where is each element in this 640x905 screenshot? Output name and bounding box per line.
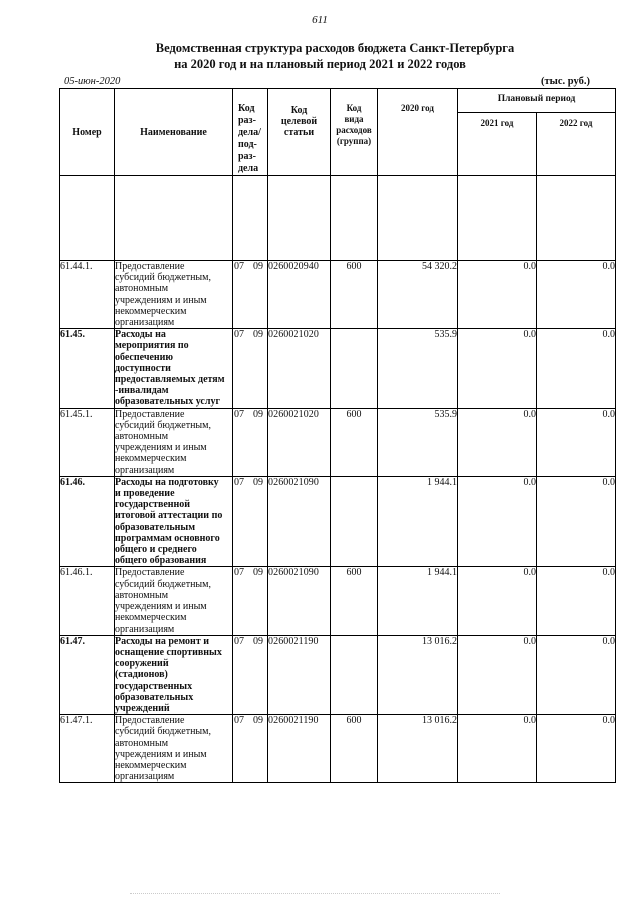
row-amount-2020: 1 944.1 [378,567,458,635]
row-razdel-code [233,715,268,783]
header-expense-type: Код вида расходов (группа) [331,89,378,176]
row-name-line: автономным [115,737,169,749]
table-row [60,715,616,783]
row-number: 61.45.1. [60,408,115,476]
row-name-line: программам основного [115,532,220,544]
row-amount-2020: 13 016.2 [378,635,458,714]
row-number: 61.45. [60,329,115,408]
row-name [115,329,233,408]
row-name-line: Предоставление [115,261,185,272]
row-expense-type: 600 [331,408,378,476]
row-target-code: 0260021190 [268,635,331,714]
row-name-line: государственной [115,499,191,511]
header-number: Номер [60,89,115,176]
row-name-line: общего и среднего [115,544,197,556]
table-row [60,567,616,635]
row-name-line: некоммерческим [115,612,187,624]
row-name-line: субсидий бюджетным, [115,578,211,590]
table-row [60,329,616,408]
row-name-line: некоммерческим [115,453,187,465]
razdel-code: 07 [234,476,244,488]
document-date: 05-июн-2020 [64,76,121,87]
header-plan-period: Плановый период [458,89,616,113]
row-name-line: субсидий бюджетным, [115,272,211,284]
row-name-line: и проведение [115,488,175,500]
row-name-line: оснащение спортивных [115,646,222,658]
page-bottom-scan-mark [130,893,500,898]
row-name-line: организациям [115,317,175,329]
row-name [115,567,233,635]
row-expense-type [331,635,378,714]
row-name-line: сооружений [115,658,169,670]
header-spacer-row [60,176,616,261]
row-name-line: автономным [115,589,169,601]
row-name-line: Расходы на ремонт и [115,635,209,647]
row-name-line: мероприятия по [115,340,189,352]
table-row [60,635,616,714]
row-name-line: предоставляемых детям [115,374,225,386]
row-amount-2020: 535.9 [378,408,458,476]
row-amount-2021: 0.0 [458,567,537,635]
podrazdel-code: 09 [253,261,263,272]
row-name-line: (стадионов) [115,669,168,681]
header-year-2020: 2020 год [378,89,458,176]
header-year-2022: 2022 год [537,113,616,176]
row-amount-2020: 13 016.2 [378,715,458,783]
header-name: Наименование [115,89,233,176]
row-amount-2021: 0.0 [458,715,537,783]
row-name-line: учреждениям и иным [115,294,207,306]
row-number: 61.47.1. [60,715,115,783]
row-name-line: доступности [115,362,171,374]
title-line-1: Ведомственная структура расходов бюджета Санкт-Петербурга [155,41,515,55]
row-name-line: итоговой аттестации по [115,510,223,522]
podrazdel-code: 09 [253,567,263,579]
row-name-line: образовательных [115,691,194,703]
row-amount-2021: 0.0 [458,476,537,567]
header-target-code: Код целевой статьи [268,89,331,176]
row-razdel-code [233,476,268,567]
row-target-code: 0260021020 [268,329,331,408]
row-razdel-code [233,408,268,476]
razdel-code: 07 [234,329,244,341]
row-name-line: Предоставление [115,567,185,579]
row-name-line: учреждениям и иным [115,442,207,454]
razdel-code: 07 [234,408,244,420]
row-name [115,635,233,714]
row-amount-2022: 0.0 [537,329,616,408]
row-expense-type: 600 [331,261,378,329]
row-amount-2021: 0.0 [458,261,537,329]
row-name-line: субсидий бюджетным, [115,726,211,738]
page-number: 611 [312,14,328,26]
row-target-code: 0260020940 [268,261,331,329]
row-name-line: образовательных услуг [115,396,221,408]
table-row [60,476,616,567]
row-amount-2021: 0.0 [458,408,537,476]
row-name-line: Предоставление [115,715,185,727]
row-name-line: учреждениям и иным [115,748,207,760]
row-name-line: некоммерческим [115,305,187,317]
row-name [115,715,233,783]
row-expense-type [331,329,378,408]
row-name-line: организациям [115,464,175,476]
row-amount-2022: 0.0 [537,476,616,567]
podrazdel-code: 09 [253,329,263,341]
title-line-2: на 2020 год и на плановый период 2021 и 2022 годов [174,57,466,71]
header-year-2021: 2021 год [458,113,537,176]
row-amount-2022: 0.0 [537,567,616,635]
row-name-line: учреждениям и иным [115,601,207,613]
row-name-line: Предоставление [115,408,185,420]
header-razdel: Код раз- дела/ под- раз- дела [233,89,268,176]
podrazdel-code: 09 [253,635,263,647]
row-name-line: Расходы на подготовку [115,476,219,488]
row-razdel-code [233,329,268,408]
row-name-line: учреждений [115,702,170,714]
row-number: 61.47. [60,635,115,714]
row-name [115,476,233,567]
units-label: (тыс. руб.) [541,76,590,87]
table-row [60,261,616,329]
row-amount-2022: 0.0 [537,715,616,783]
table-row [60,408,616,476]
row-amount-2022: 0.0 [537,408,616,476]
row-target-code: 0260021090 [268,476,331,567]
row-amount-2020: 1 944.1 [378,476,458,567]
row-name-line: Расходы на [115,329,166,341]
razdel-code: 07 [234,261,244,272]
row-amount-2021: 0.0 [458,329,537,408]
row-expense-type: 600 [331,567,378,635]
row-amount-2021: 0.0 [458,635,537,714]
razdel-code: 07 [234,715,244,727]
row-razdel-code [233,567,268,635]
row-expense-type: 600 [331,715,378,783]
row-name-line: некоммерческим [115,759,187,771]
row-target-code: 0260021190 [268,715,331,783]
row-name-line: субсидий бюджетным, [115,419,211,431]
razdel-code: 07 [234,567,244,579]
row-name-line: организациям [115,771,175,783]
row-name-line: обеспечению [115,351,174,363]
podrazdel-code: 09 [253,476,263,488]
row-number: 61.46. [60,476,115,567]
budget-table [59,88,616,783]
row-name-line: автономным [115,283,169,295]
row-amount-2020: 535.9 [378,329,458,408]
row-expense-type [331,476,378,567]
row-name [115,261,233,329]
row-name [115,408,233,476]
row-number: 61.44.1. [60,261,115,329]
row-name-line: организациям [115,623,175,635]
podrazdel-code: 09 [253,715,263,727]
document-title [0,40,640,72]
row-razdel-code [233,635,268,714]
row-number: 61.46.1. [60,567,115,635]
podrazdel-code: 09 [253,408,263,420]
row-name-line: общего образования [115,555,207,567]
row-name-line: образовательным [115,521,196,533]
row-amount-2020: 54 320.2 [378,261,458,329]
row-name-line: государственных [115,680,193,692]
row-target-code: 0260021090 [268,567,331,635]
razdel-code: 07 [234,635,244,647]
row-name-line: -инвалидам [115,385,169,397]
row-target-code: 0260021020 [268,408,331,476]
row-razdel-code [233,261,268,329]
row-amount-2022: 0.0 [537,261,616,329]
row-amount-2022: 0.0 [537,635,616,714]
row-name-line: автономным [115,431,169,443]
